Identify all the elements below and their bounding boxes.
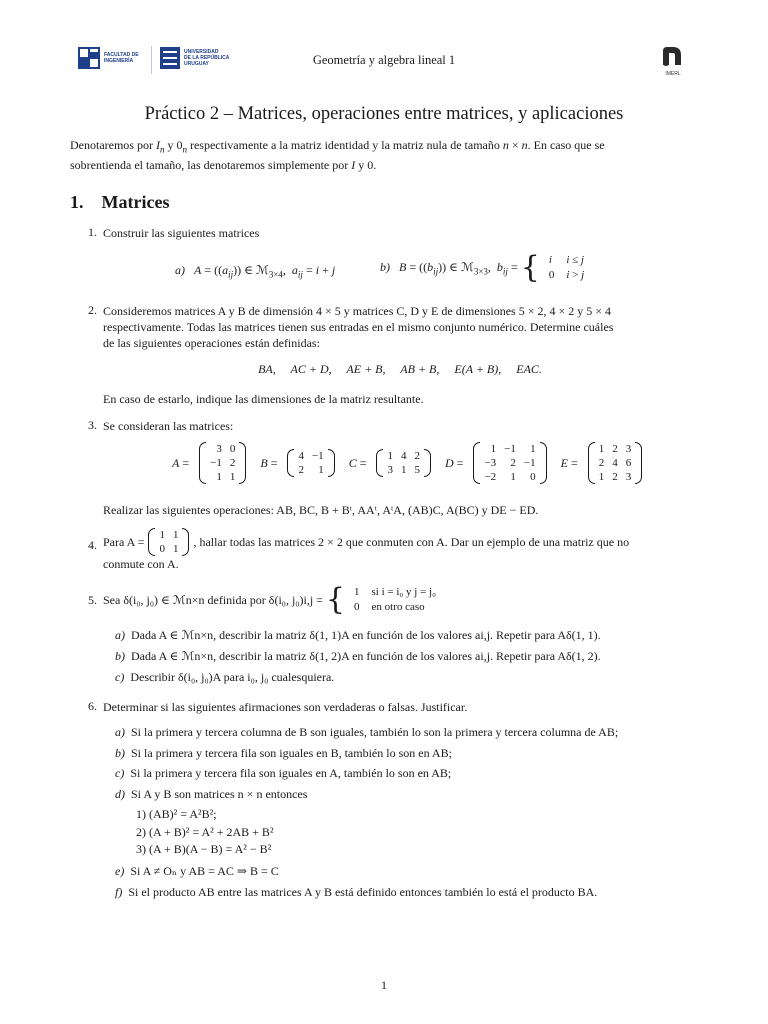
exercise-6-text: Determinar si las siguientes afirmaciones son verdaderas o falsas. Justificar.	[103, 700, 468, 714]
matrix-4	[148, 528, 189, 556]
section-heading: 1. Matrices	[70, 192, 170, 212]
exercise-2-number: 2.	[88, 303, 97, 317]
exercise-6d1: 1) (AB)² = A²B²;	[136, 807, 217, 821]
exercise-2-operations: BA, AC + D, AE + B, AB + B, E(A + B), EAC.	[258, 362, 542, 376]
imerl-logo	[661, 45, 685, 75]
matrix-entry: 3	[625, 471, 632, 483]
fing-text-2: INGENIERÍA	[104, 58, 134, 64]
matrix-b	[287, 449, 334, 477]
exercise-5-text: Sea δ(i₀, j₀) ∈ ℳn×n definida por δ(i₀, j₀)i,j = { 1 si i = i₀ y j = j₀ 0 en otro caso	[103, 582, 436, 617]
matrix-entry: 4	[400, 450, 407, 462]
matrix-entry: 4	[298, 450, 304, 462]
matrix-entry: 2	[229, 457, 236, 469]
matrix-entry: 1	[387, 450, 393, 462]
udelar-text-2: DE LA REPÚBLICA	[184, 55, 230, 61]
page-number: 1	[381, 978, 387, 992]
matrix-entry: 1	[229, 471, 236, 483]
exercise-6d: d) Si A y B son matrices n × n entonces	[115, 787, 308, 801]
exercise-6f: f) Si el producto AB entre las matrices A y B está definido entonces también lo está el producto BA.	[115, 885, 598, 899]
exercise-4-text: Para A = 1 1 0 1 , hallar todas las matrices 2 × 2 que conmuten con A. Dar un ejemplo de una matriz que no conmute con A.	[103, 529, 630, 571]
matrix-e	[588, 442, 643, 484]
matrix-entry: 2	[612, 443, 618, 455]
matrix-entry: −2	[484, 471, 497, 483]
matrix-entry: 3	[216, 443, 222, 455]
matrix-entry: 4	[612, 457, 618, 469]
matrix-entry: 0	[530, 471, 536, 483]
matrix-entry: −3	[484, 457, 497, 469]
exercise-6c: c) Si la primera y tercera fila son iguales en A, también lo son en AB;	[115, 766, 452, 780]
exercise-1-text: Construir las siguientes matrices	[103, 226, 260, 240]
exercise-3-matrices: A = 3 0 −1 2 1 1 B = 4 −1 2 1 C = 1 4 2 3 1 5 D = 1 −1 1 −3 2 −1 −2 1 0 E = 1 2 3 2 4 6 1 2 3	[172, 442, 642, 484]
exercise-2-text: Consideremos matrices A y B de dimensión 4 × 5 y matrices C, D y E de dimensiones 5 × 2, 4 × 2 y 5 × 4 respectivamente. Todas las matrices tienen sus entradas en el mismo conjunto numérico. Determine cuáles de las siguientes operaciones están definidas:	[103, 304, 614, 350]
matrix-a	[199, 442, 246, 484]
matrix-entry: 1	[172, 529, 179, 541]
exercise-6a: a) Si la primera y tercera columna de B son iguales, también lo son la primera y tercera columna de AB;	[115, 725, 619, 739]
udelar-text-3: URUGUAY	[184, 61, 209, 67]
matrix-entry: 1	[216, 471, 222, 483]
course-name: Geometría y algebra lineal 1	[312, 53, 456, 67]
matrix-entry: 1	[530, 443, 536, 455]
matrix-entry: −1	[523, 457, 536, 469]
exercise-3-number: 3.	[88, 418, 97, 432]
exercise-5b: b) Dada A ∈ ℳn×n, describir la matriz δ(1, 2)A en función de los valores ai,j. Repetir para Aδ(1, 2).	[115, 649, 601, 663]
matrix-entry: 1	[400, 464, 407, 476]
exercise-5-number: 5.	[88, 593, 97, 607]
matrix-entry: 2	[510, 457, 516, 469]
exercise-6-number: 6.	[88, 699, 97, 713]
intro-paragraph: Denotaremos por $I_n$ y $0_n$ respectivamente a la matriz identidad y la matriz nula de tamaño n × n. En caso que se sobrentienda el tamaño, las denotaremos simplemente por I y 0.	[70, 138, 605, 173]
matrix-entry: 1	[318, 464, 324, 476]
exercise-3-operations: Realizar las siguientes operaciones: AB, BC, B + Bᵗ, AAᵗ, AᵗA, (AB)C, A(BC) y DE − ED.	[103, 503, 539, 517]
exercise-6d3: 3) (A + B)(A − B) = A² − B²	[136, 842, 272, 856]
exercise-6b: b) Si la primera y tercera fila son iguales en B, también lo son en AB;	[115, 746, 452, 760]
matrix-entry: 5	[414, 464, 420, 476]
matrix-entry: −1	[504, 443, 516, 455]
matrix-entry: 1	[490, 443, 497, 455]
exercise-5c: c) Describir δ(i₀, j₀)A para i₀, j₀ cualesquiera.	[115, 670, 335, 684]
matrix-c	[376, 449, 431, 477]
matrix-entry: −1	[311, 450, 324, 462]
matrix-entry: 1	[598, 471, 605, 483]
udelar-text-1: UNIVERSIDAD	[184, 49, 219, 55]
matrix-entry: 3	[625, 443, 632, 455]
matrix-entry: 2	[414, 450, 420, 462]
fing-text-1: FACULTAD DE	[104, 52, 139, 58]
matrix-entry: −1	[210, 457, 222, 469]
matrix-entry: 1	[510, 471, 516, 483]
exercise-6d2: 2) (A + B)² = A² + 2AB + B²	[136, 825, 274, 839]
matrix-entry: 1	[159, 529, 165, 541]
matrix-entry: 2	[598, 457, 605, 469]
matrix-entry: 1	[172, 543, 179, 555]
matrix-entry: 0	[229, 443, 236, 455]
exercise-1-number: 1.	[88, 225, 97, 239]
matrix-entry: 1	[598, 443, 605, 455]
exercise-2-followup: En caso de estarlo, indique las dimensiones de la matriz resultante.	[103, 392, 424, 406]
exercise-1b: b) $B = ((b_{ij}))$ ∈ ℳ$_{3\times 3}$, $b_{ij}$ = { i i ≤ j 0 i > j	[380, 250, 585, 285]
imerl-text: IMERL	[665, 71, 681, 77]
imerl-emblem-icon	[661, 45, 685, 67]
exercise-3-text: Se consideran las matrices:	[103, 419, 234, 433]
matrix-entry: 3	[387, 464, 393, 476]
exercise-5a: a) Dada A ∈ ℳn×n, describir la matriz δ(1, 1)A en función de los valores ai,j. Repetir para Aδ(1, 1).	[115, 628, 601, 642]
exercise-6e: e) Si A ≠ Oₙ y AB = AC ⇒ B = C	[115, 864, 279, 878]
exercise-1a: a) $A = ((a_{ij}))$ ∈ ℳ$_{3\times 4}$, $a_{ij} = i + j$	[175, 263, 336, 280]
matrix-entry: 2	[298, 464, 304, 476]
matrix-entry: 0	[159, 543, 165, 555]
matrix-d	[473, 442, 546, 484]
exercise-4-number: 4.	[88, 538, 97, 552]
matrix-entry: 2	[612, 471, 618, 483]
page-title: Práctico 2 – Matrices, operaciones entre matrices, y aplicaciones	[144, 104, 624, 124]
matrix-entry: 6	[625, 457, 632, 469]
